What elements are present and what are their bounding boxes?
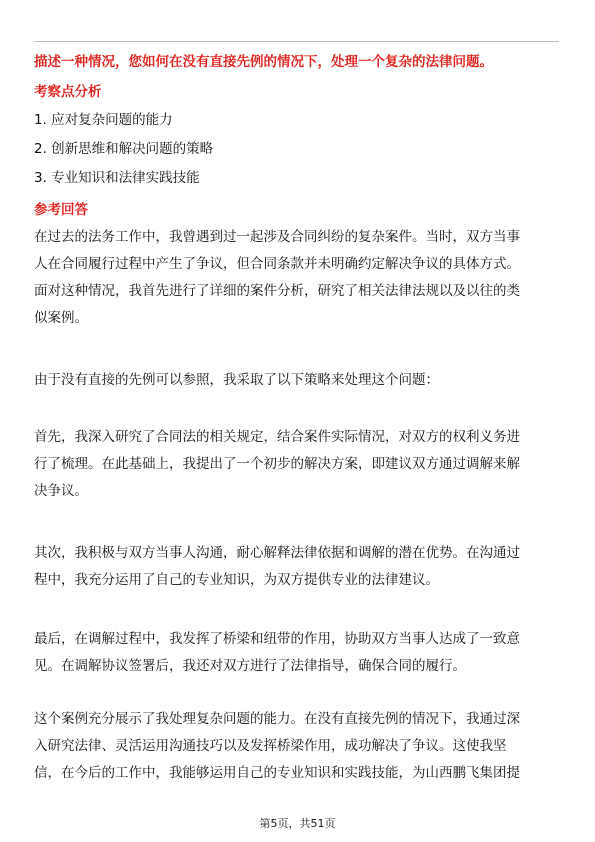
paragraph-line: 这个案例充分展示了我处理复杂问题的能力。在没有直接先例的情况下，我通过深 — [34, 711, 520, 727]
paragraph-line: 信，在今后的工作中，我能够运用自己的专业知识和实践技能，为山西鹏飞集团提 — [34, 765, 520, 781]
paragraph-line: 入研究法律、灵活运用沟通技巧以及发挥桥梁作用，成功解决了争议。这使我坚 — [34, 738, 507, 754]
answer-paragraph — [34, 367, 562, 394]
paragraph-line: 行了梳理。在此基础上，我提出了一个初步的解决方案，即建议双方通过调解来解 — [34, 456, 520, 472]
answer-heading: 参考回答 — [34, 202, 88, 218]
answer-paragraph — [34, 626, 562, 680]
header-rule — [34, 41, 559, 42]
analysis-item: 1. 应对复杂问题的能力 — [34, 112, 173, 128]
paragraph-line: 似案例。 — [34, 310, 88, 326]
answer-paragraph — [34, 540, 562, 594]
paragraph-line: 首先，我深入研究了合同法的相关规定，结合案件实际情况，对双方的权利义务进 — [34, 429, 520, 445]
answer-paragraph — [34, 706, 562, 787]
paragraph-line: 其次，我积极与双方当事人沟通，耐心解释法律依据和调解的潜在优势。在沟通过 — [34, 545, 520, 561]
paragraph-line: 最后，在调解过程中，我发挥了桥梁和纽带的作用，协助双方当事人达成了一致意 — [34, 631, 520, 647]
paragraph-line: 人在合同履行过程中产生了争议，但合同条款并未明确约定解决争议的具体方式。 — [34, 256, 520, 272]
paragraph-line: 决争议。 — [34, 483, 88, 499]
paragraph-line: 在过去的法务工作中，我曾遇到过一起涉及合同纠纷的复杂案件。当时，双方当事 — [34, 229, 520, 245]
paragraph-line: 由于没有直接的先例可以参照，我采取了以下策略来处理这个问题： — [34, 372, 439, 388]
answer-paragraph — [34, 424, 562, 505]
analysis-heading: 考察点分析 — [34, 84, 102, 100]
answer-paragraph — [34, 224, 562, 332]
paragraph-line: 见。在调解协议签署后，我还对双方进行了法律指导，确保合同的履行。 — [34, 658, 466, 674]
paragraph-line: 面对这种情况，我首先进行了详细的案件分析，研究了相关法律法规以及以往的类 — [34, 283, 520, 299]
analysis-item: 3. 专业知识和法律实践技能 — [34, 170, 200, 186]
page-footer: 第5页，共51页 — [259, 817, 336, 830]
paragraph-line: 程中，我充分运用了自己的专业知识，为双方提供专业的法律建议。 — [34, 572, 439, 588]
analysis-item: 2. 创新思维和解决问题的策略 — [34, 141, 214, 157]
question-title: 描述一种情况，您如何在没有直接先例的情况下，处理一个复杂的法律问题。 — [34, 54, 493, 70]
